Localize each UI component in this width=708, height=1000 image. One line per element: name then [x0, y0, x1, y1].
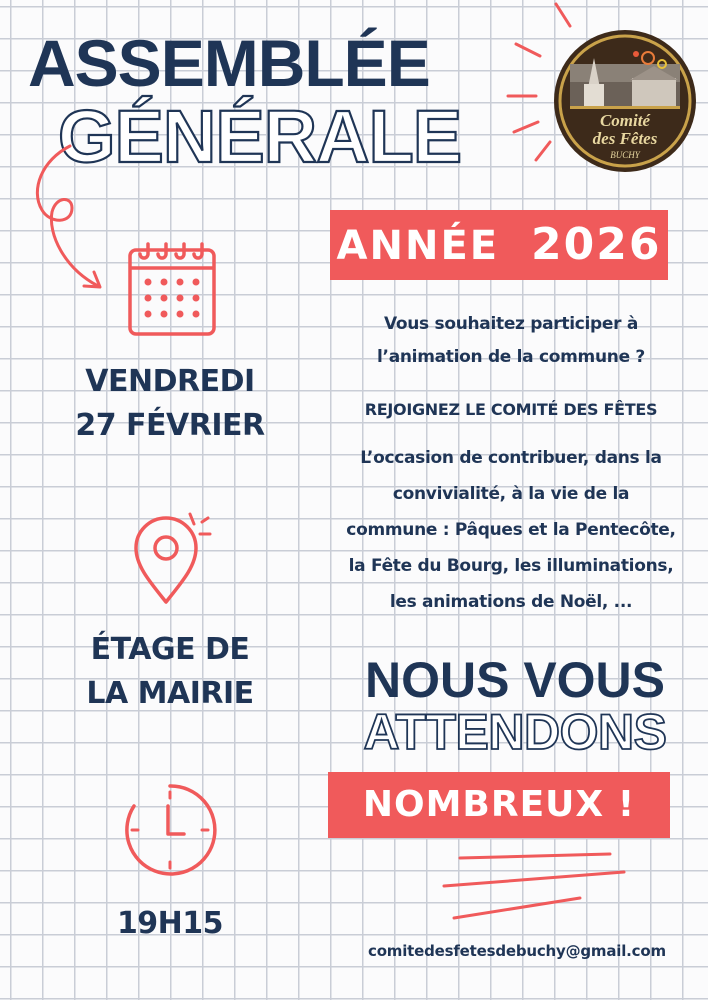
occasion-text — [330, 440, 692, 620]
calendar-icon — [126, 240, 218, 338]
place-line2: LA MAIRIE — [86, 676, 254, 711]
question-text — [336, 308, 686, 374]
location-pin-icon — [130, 508, 216, 608]
logo-line3: BUCHY — [610, 150, 640, 160]
event-time: 19H15 — [116, 906, 224, 941]
occasion-line5: les animations de Noël, ... — [389, 592, 633, 612]
occasion-line4: la Fête du Bourg, les illuminations, — [348, 556, 674, 576]
year-label: ANNÉE — [336, 223, 500, 269]
year-number: 2026 — [530, 219, 662, 270]
logo-badge — [552, 28, 698, 174]
event-place — [60, 628, 280, 716]
nombreux-band: NOMBREUX ! — [328, 772, 670, 838]
occasion-line2: convivialité, à la vie de la — [392, 484, 630, 504]
question-line2: l’animation de la commune ? — [377, 347, 645, 367]
cta-line1: NOUS VOUS — [364, 652, 666, 708]
clock-icon — [120, 780, 220, 880]
cta-line2: ATTENDONS — [363, 704, 667, 760]
occasion-line1: L’occasion de contribuer, dans la — [360, 448, 662, 468]
year-band — [330, 210, 668, 280]
date-line1: VENDREDI — [85, 364, 255, 399]
title-assemblee: ASSEMBLÉE — [28, 26, 430, 100]
curved-arrow-icon — [24, 140, 114, 300]
title-generale: GÉNÉRALE — [58, 95, 462, 178]
logo-line1: Comité — [599, 111, 651, 130]
event-date — [60, 360, 280, 448]
occasion-line3: commune : Pâques et la Pentecôte, — [346, 520, 676, 540]
decorative-strokes — [430, 850, 630, 930]
join-text: REJOIGNEZ LE COMITÉ DES FÊTES — [364, 400, 658, 419]
contact-email[interactable]: comitedesfetesdebuchy@gmail.com — [368, 942, 666, 960]
question-line1: Vous souhaitez participer à — [383, 314, 639, 334]
logo-line2: des Fêtes — [592, 129, 658, 148]
date-line2: 27 FÉVRIER — [75, 408, 265, 443]
place-line1: ÉTAGE DE — [90, 632, 250, 667]
